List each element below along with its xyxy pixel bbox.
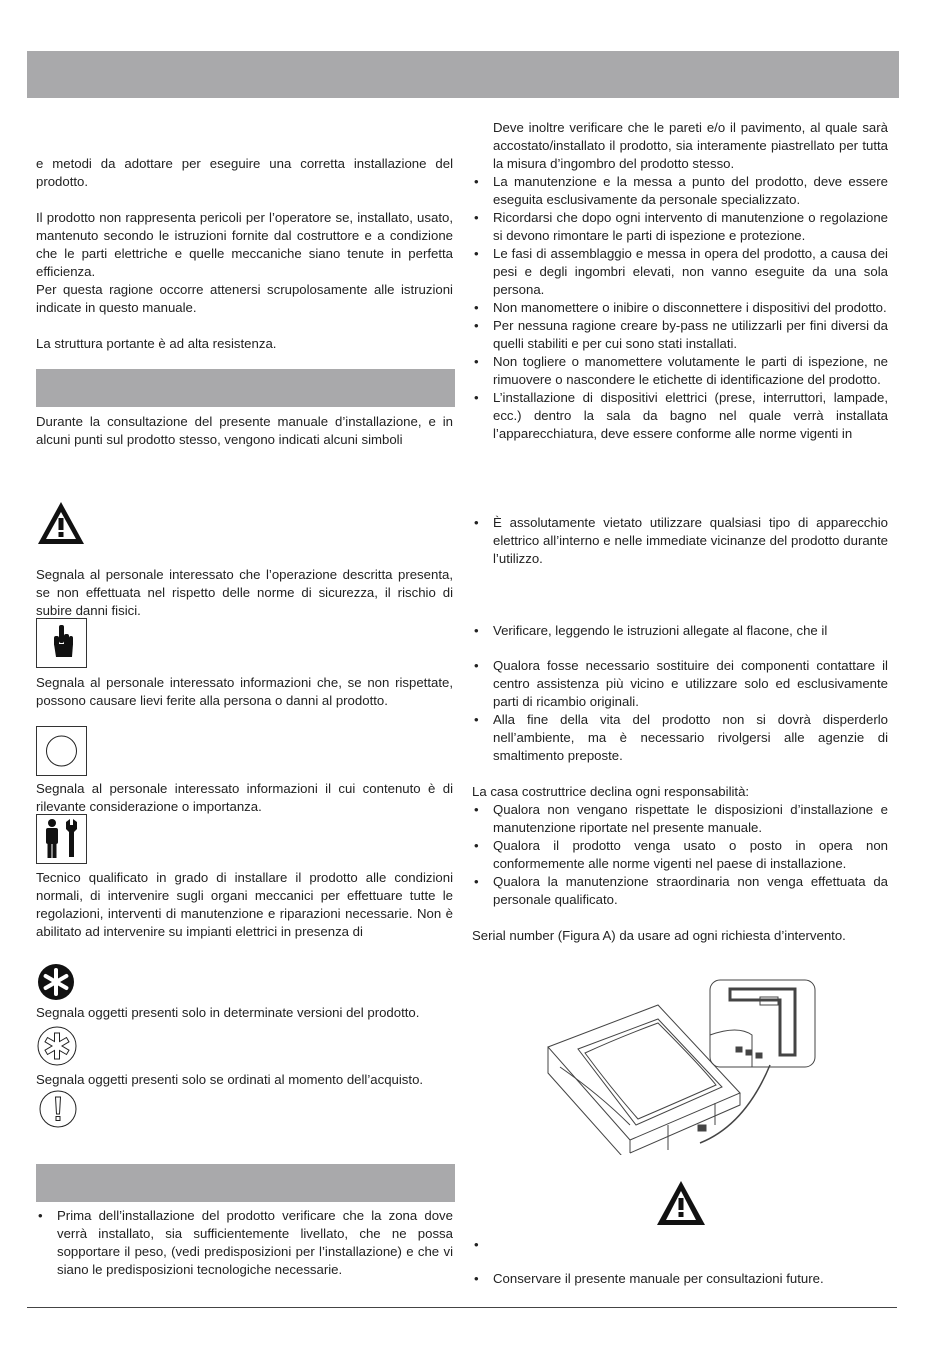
service-bullet-list bbox=[472, 657, 888, 765]
list-item: • Per nessuna ragione creare by-pass ne utilizzarli per fini diversi da quelli stabiliti e per cui sono stati installati. bbox=[472, 317, 888, 353]
symbol-caution-text: Segnala al personale interessato informazioni che, se non rispettate, possono causare lievi ferite alla persona o danni al prodotto. bbox=[36, 675, 453, 708]
technician-icon-box bbox=[36, 814, 87, 864]
liability-intro: La casa costruttrice declina ogni responsabilità: bbox=[472, 784, 750, 799]
install-bullet-list bbox=[36, 1207, 453, 1279]
technician-wrench-icon bbox=[37, 815, 86, 863]
list-item: • Alla fine della vita del prodotto non si dovrà disperderlo nell’ambiente, ma è necessario rivolgersi alle agenzie di smaltimento preposte. bbox=[472, 711, 888, 765]
liability-bullet-list bbox=[472, 801, 888, 909]
structure-paragraph: La struttura portante è ad alta resistenza. bbox=[36, 336, 277, 351]
bathtub-figure bbox=[540, 975, 840, 1155]
list-item: • Conservare il presente manuale per consultazioni future. bbox=[472, 1270, 888, 1288]
list-item: • Qualora il prodotto venga usato o posto in opera non conformemente alle norme vigenti nel paese di installazione. bbox=[472, 837, 888, 873]
footer-rule bbox=[27, 1307, 897, 1308]
list-item: • Le fasi di assemblaggio e messa in opera del prodotto, a causa dei pesi e degli ingombri elevati, non vanno eseguite da una sola persona. bbox=[472, 245, 888, 299]
list-item: • Qualora non vengano rispettate le disposizioni d’installazione e manutenzione riportate nel presente manuale. bbox=[472, 801, 888, 837]
list-item: • Qualora fosse necessario sostituire dei componenti contattare il centro assistenza più vicino e utilizzare solo ed esclusivamente parti di ricambio originali. bbox=[472, 657, 888, 711]
warning-triangle-icon bbox=[36, 500, 86, 546]
instructions-paragraph: Per questa ragione occorre attenersi scrupolosamente alle istruzioni indicate in questo manuale. bbox=[36, 282, 453, 315]
maintenance-bullet-list bbox=[472, 173, 888, 443]
section-bar-symbols bbox=[36, 369, 455, 407]
warning-triangle-icon bbox=[655, 1179, 707, 1227]
serial-number-text: Serial number (Figura A) da usare ad ogni richiesta d’intervento. bbox=[472, 928, 846, 943]
symbol-version-text: Segnala oggetti presenti solo in determinate versioni del prodotto. bbox=[36, 1005, 420, 1020]
electric-bullet-list bbox=[472, 514, 888, 568]
final-bullet-list bbox=[472, 1236, 888, 1288]
exclamation-circle-icon bbox=[38, 1089, 80, 1129]
left-intro bbox=[36, 155, 453, 353]
list-item: • Non togliere o manomettere volutamente le parti di ispezione, ne rimuovere o nascondere le etichette di identificazione del prodotto. bbox=[472, 353, 888, 389]
symbol-danger-text: Segnala al personale interessato che l’operazione descritta presenta, se non effettuata nel rispetto delle norme di sicurezza, il rischio di subire danni fisici. bbox=[36, 567, 453, 618]
list-item: • Verificare, leggendo le istruzioni allegate al flacone, che il bbox=[472, 622, 888, 640]
circle-icon-box bbox=[36, 726, 87, 776]
list-item: • È assolutamente vietato utilizzare qualsiasi tipo di apparecchio elettrico all’interno e nelle immediate vicinanze del prodotto durante l’utilizzo. bbox=[472, 514, 888, 568]
right-continuation: Deve inoltre verificare che le pareti e/o il pavimento, al quale sarà accostato/installato il prodotto, sia interamente piastrellato per tutta la misura d’ingombro del prodotto stesso. bbox=[493, 120, 888, 171]
list-item bbox=[472, 1236, 888, 1254]
list-item: • Non manomettere o inibire o disconnettere i dispositivi del prodotto. bbox=[472, 299, 888, 317]
list-item: • Prima dell’installazione del prodotto verificare che la zona dove verrà installato, sia sufficientemente livellato, che ne possa sopportare il peso, (vedi predisposizioni per l’installazione) e che vi siano le predisposizioni tecnologiche necessarie. bbox=[36, 1207, 453, 1279]
symbol-order-text: Segnala oggetti presenti solo se ordinati al momento dell’acquisto. bbox=[36, 1072, 424, 1087]
list-item: • Ricordarsi che dopo ogni intervento di manutenzione o regolazione si devono rimontare le parti di ispezione e protezione. bbox=[472, 209, 888, 245]
check-bullet-list bbox=[472, 622, 888, 640]
asterisk-outline-icon bbox=[36, 1026, 78, 1066]
header-bar bbox=[27, 51, 899, 98]
list-item: • Qualora la manutenzione straordinaria non venga effettuata da personale qualificato. bbox=[472, 873, 888, 909]
hand-icon bbox=[37, 619, 86, 667]
hand-icon-box bbox=[36, 618, 87, 668]
section-bar-installation bbox=[36, 1164, 455, 1202]
symbols-intro: Durante la consultazione del presente manuale d’installazione, e in alcuni punti sul prodotto stesso, vengono indicati alcuni simboli bbox=[36, 414, 453, 447]
circle-icon bbox=[37, 727, 86, 775]
asterisk-filled-icon bbox=[36, 963, 76, 1001]
intro-paragraph: e metodi da adottare per eseguire una corretta installazione del prodotto. bbox=[36, 156, 453, 189]
list-item: • L’installazione di dispositivi elettrici (prese, interruttori, lampade, ecc.) dentro la sala da bagno nel quale verrà installata l’apparecchiatura, deve essere conforme alle norme vigenti in bbox=[472, 389, 888, 443]
symbol-important-text: Segnala al personale interessato informazioni il cui contenuto è di rilevante considerazione o importanza. bbox=[36, 781, 453, 814]
safety-paragraph: Il prodotto non rappresenta pericoli per l’operatore se, installato, usato, mantenuto secondo le istruzioni fornite dal costruttore e a condizione che le parti elettriche e quelle meccaniche siano tenute in perfetta efficienza. bbox=[36, 210, 453, 279]
symbol-technician-text: Tecnico qualificato in grado di installare il prodotto alle condizioni normali, di intervenire sugli organi meccanici per effettuare tutte le regolazioni, interventi di manutenzione e riparazioni necessarie. Non è abilitato ad intervenire su impianti elettrici in presenza di bbox=[36, 870, 453, 939]
list-item: • La manutenzione e la messa a punto del prodotto, deve essere eseguita esclusivamente da personale specializzato. bbox=[472, 173, 888, 209]
